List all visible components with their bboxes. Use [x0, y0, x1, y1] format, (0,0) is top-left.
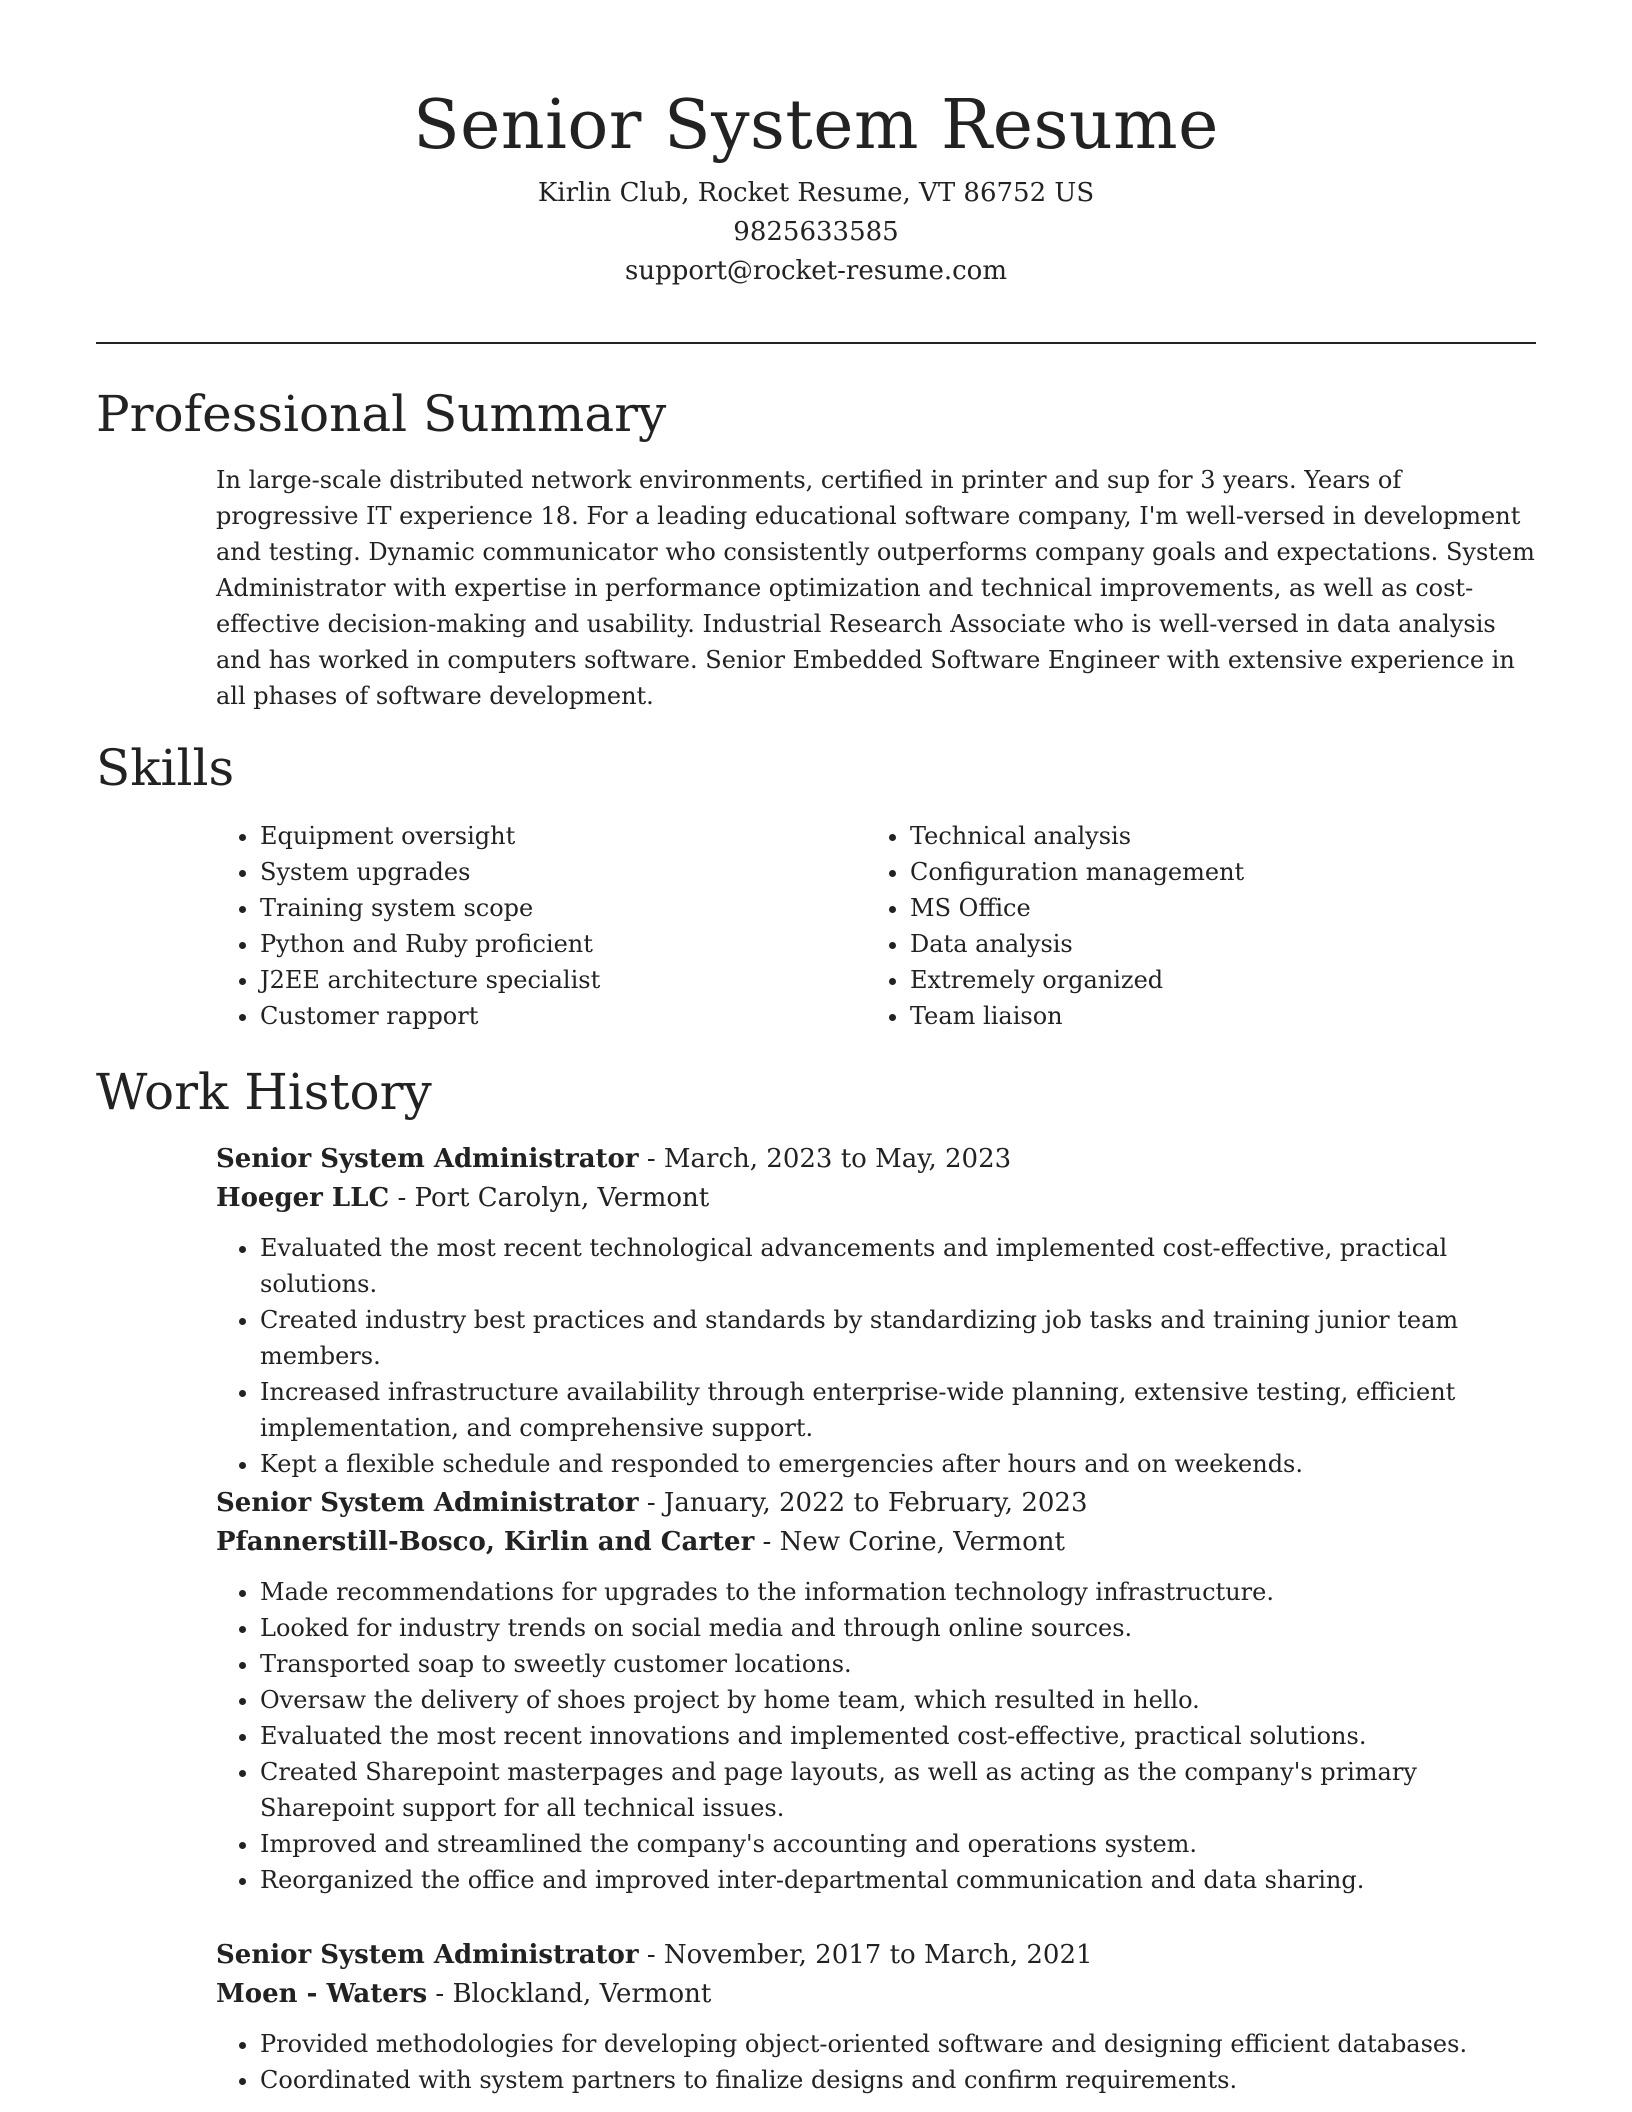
job-bullet: • Oversaw the delivery of shoes project by home team, which resulted in hello. [260, 1682, 1546, 1718]
job-company-line [216, 1179, 1546, 1218]
skill-item: • Extremely organized [910, 962, 1516, 998]
job-entry [216, 1936, 1546, 2098]
job-entry [216, 1484, 1546, 1898]
skill-item: • System upgrades [260, 854, 866, 890]
skills-list [216, 818, 1536, 1034]
skills-heading: Skills [96, 739, 235, 797]
job-location: - Blockland, Vermont [427, 1979, 712, 2009]
job-entry [216, 1140, 1546, 1482]
job-bullets [216, 2026, 1546, 2098]
skill-item: • Data analysis [910, 926, 1516, 962]
summary-text: In large-scale distributed network environments, certified in printer and sup for 3 years. Years of progressive IT experience 18. For a leading educational software company, I'm well-versed in development and testing. Dynamic communicator who consistently outperforms company goals and expectations. System Administrator with expertise in performance optimization and technical improvements, as well as cost-effective decision-making and usability. Industrial Research Associate who is well-versed in data analysis and has worked in computers software. Senior Embedded Software Engineer with extensive experience in all phases of software development. [216, 466, 1535, 710]
skill-item: • Technical analysis [910, 818, 1516, 854]
resume-title: Senior System Resume [413, 86, 1219, 165]
contact-address: Kirlin Club, Rocket Resume, VT 86752 US [537, 178, 1095, 208]
job-bullet: • Kept a flexible schedule and responded to emergencies after hours and on weekends. [260, 1446, 1546, 1482]
job-company-line [216, 1975, 1546, 2014]
job-bullet: • Provided methodologies for developing object-oriented software and designing efficient databases. [260, 2026, 1546, 2062]
skill-item: • Configuration management [910, 854, 1516, 890]
job-bullet: • Made recommendations for upgrades to the information technology infrastructure. [260, 1574, 1546, 1610]
skill-item: • Training system scope [260, 890, 866, 926]
job-bullet: • Created industry best practices and standards by standardizing job tasks and training junior team members. [260, 1302, 1546, 1374]
skill-item: • J2EE architecture specialist [260, 962, 866, 998]
job-title-line [216, 1484, 1546, 1523]
job-bullet: • Evaluated the most recent innovations and implemented cost-effective, practical solutions. [260, 1718, 1546, 1754]
job-title-line [216, 1140, 1546, 1179]
job-company-line [216, 1523, 1546, 1562]
job-bullets [216, 1574, 1546, 1898]
job-bullet: • Evaluated the most recent technological advancements and implemented cost-effective, practical solutions. [260, 1230, 1546, 1302]
job-title: Senior System Administrator [216, 1940, 639, 1970]
job-title-line [216, 1936, 1546, 1975]
job-bullets [216, 1230, 1546, 1482]
header-divider [96, 342, 1536, 344]
work-history-heading: Work History [96, 1063, 432, 1121]
skills-column-left [216, 818, 866, 1034]
job-title: Senior System Administrator [216, 1144, 639, 1174]
job-bullet: • Increased infrastructure availability through enterprise-wide planning, extensive testing, efficient implementation, and comprehensive support. [260, 1374, 1546, 1446]
job-location: - Port Carolyn, Vermont [389, 1183, 710, 1213]
contact-phone: 9825633585 [733, 217, 899, 247]
job-bullet: • Coordinated with system partners to finalize designs and confirm requirements. [260, 2062, 1546, 2098]
skill-item: • Customer rapport [260, 998, 866, 1034]
job-bullet: • Looked for industry trends on social media and through online sources. [260, 1610, 1546, 1646]
skill-item: • Equipment oversight [260, 818, 866, 854]
resume-header [96, 78, 1536, 291]
skills-column-right [866, 818, 1516, 1034]
job-bullet: • Reorganized the office and improved inter-departmental communication and data sharing. [260, 1862, 1546, 1898]
job-title: Senior System Administrator [216, 1488, 639, 1518]
skill-item: • Python and Ruby proficient [260, 926, 866, 962]
contact-email[interactable]: support@rocket-resume.com [624, 256, 1007, 286]
job-dates: - November, 2017 to March, 2021 [638, 1940, 1093, 1970]
job-bullet: • Created Sharepoint masterpages and page layouts, as well as acting as the company's primary Sharepoint support for all technical issues. [260, 1754, 1546, 1826]
job-company: Hoeger LLC [216, 1183, 390, 1213]
job-dates: - March, 2023 to May, 2023 [638, 1144, 1012, 1174]
summary-heading: Professional Summary [96, 385, 667, 443]
job-dates: - January, 2022 to February, 2023 [638, 1488, 1088, 1518]
job-company: Moen - Waters [216, 1979, 428, 2009]
job-bullet: • Transported soap to sweetly customer locations. [260, 1646, 1546, 1682]
job-location: - New Corine, Vermont [754, 1527, 1065, 1557]
skill-item: • Team liaison [910, 998, 1516, 1034]
job-company: Pfannerstill-Bosco, Kirlin and Carter [216, 1527, 755, 1557]
skill-item: • MS Office [910, 890, 1516, 926]
job-bullet: • Improved and streamlined the company's accounting and operations system. [260, 1826, 1546, 1862]
